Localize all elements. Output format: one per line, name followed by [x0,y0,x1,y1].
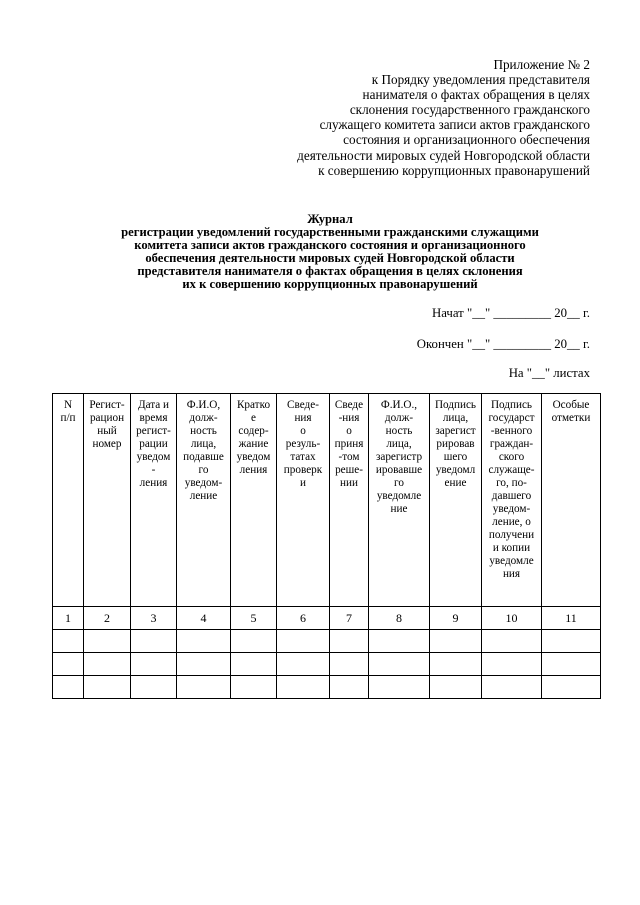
table-cell [330,630,369,653]
table-cell [53,653,84,676]
appendix-line: к совершению коррупционных правонарушений [318,162,590,178]
column-header: Ф.И.О., долж- ность лица, зарегистр ировавше го уведомле ние [369,394,430,607]
table-cell [231,630,277,653]
appendix-line: деятельности мировых судей Новгородской области [297,147,590,163]
table-row [53,630,601,653]
sheet-count: На "__" листах [508,366,590,380]
table-cell [231,676,277,699]
journal-table [52,393,601,699]
journal-title-line: представителя нанимателя о фактах обращения в целях склонения [137,264,523,278]
appendix-line: склонения государственного гражданского [349,102,590,118]
table-cell [177,630,231,653]
table-cell [430,676,482,699]
table-cell [84,676,131,699]
column-header: N п/п [53,394,84,607]
table-cell [177,653,231,676]
started-date: Начат "__" _________ 20__ г. [431,306,590,320]
journal-title-line: регистрации уведомлений государственными гражданскими служащими [121,225,539,239]
table-cell [277,630,330,653]
journal-title [60,213,600,291]
appendix-block [230,57,590,178]
appendix-line: состояния и организационного обеспечения [343,132,590,148]
table-cell [53,676,84,699]
table-cell [84,630,131,653]
column-header: Кратко е содер- жание уведом ления [231,394,277,607]
column-header: Дата и время регист- рации уведом - ления [131,394,177,607]
column-number: 8 [369,607,430,630]
appendix-line: нанимателя о фактах обращения в целях [362,87,590,103]
table-cell [430,630,482,653]
column-number: 5 [231,607,277,630]
finished-date: Окончен "__" _________ 20__ г. [416,337,590,351]
column-number: 1 [53,607,84,630]
column-header: Ф.И.О, долж- ность лица, подавше го уведом- ление [177,394,231,607]
appendix-line: Приложение № 2 [493,57,590,72]
table-cell [131,676,177,699]
table-cell [369,653,430,676]
table-cell [482,676,542,699]
journal-title-line: их к совершению коррупционных правонарушений [182,277,478,291]
table-cell [277,676,330,699]
column-number: 7 [330,607,369,630]
column-number: 6 [277,607,330,630]
table-cell [84,653,131,676]
appendix-line: к Порядку уведомления представителя [371,72,590,88]
column-header: Подпись лица, зарегист рировав шего уведомл ение [430,394,482,607]
table-row [53,676,601,699]
journal-title-line: Журнал [307,212,353,226]
table-cell [369,630,430,653]
table-cell [131,630,177,653]
table-row [53,653,601,676]
column-number-row [53,607,601,630]
table-cell [369,676,430,699]
table-cell [430,653,482,676]
table-cell [482,630,542,653]
column-header: Подпись государст -венного граждан- ского служаще- го, по- давшего уведом- ление, о получени и копии уведомле ния [482,394,542,607]
table-cell [277,653,330,676]
column-number: 3 [131,607,177,630]
column-header: Сведе- ния о резуль- татах проверк и [277,394,330,607]
appendix-line: служащего комитета записи актов гражданского [319,117,590,133]
column-header: Сведе -ния о приня -том решe- нии [330,394,369,607]
column-header: Регист- рацион ный номер [84,394,131,607]
table-cell [330,676,369,699]
table-cell [542,676,601,699]
table-cell [131,653,177,676]
column-number: 9 [430,607,482,630]
column-number: 11 [542,607,601,630]
column-number: 4 [177,607,231,630]
column-number: 2 [84,607,131,630]
table-cell [231,653,277,676]
table-cell [330,653,369,676]
table-cell [53,630,84,653]
table-cell [542,653,601,676]
table-cell [542,630,601,653]
column-header: Особые отметки [542,394,601,607]
journal-title-line: комитета записи актов гражданского состояния и организационного [134,238,526,252]
column-number: 10 [482,607,542,630]
journal-title-line: обеспечения деятельности мировых судей Новгородской области [145,251,515,265]
table-cell [482,653,542,676]
header-row [53,394,601,607]
table-cell [177,676,231,699]
